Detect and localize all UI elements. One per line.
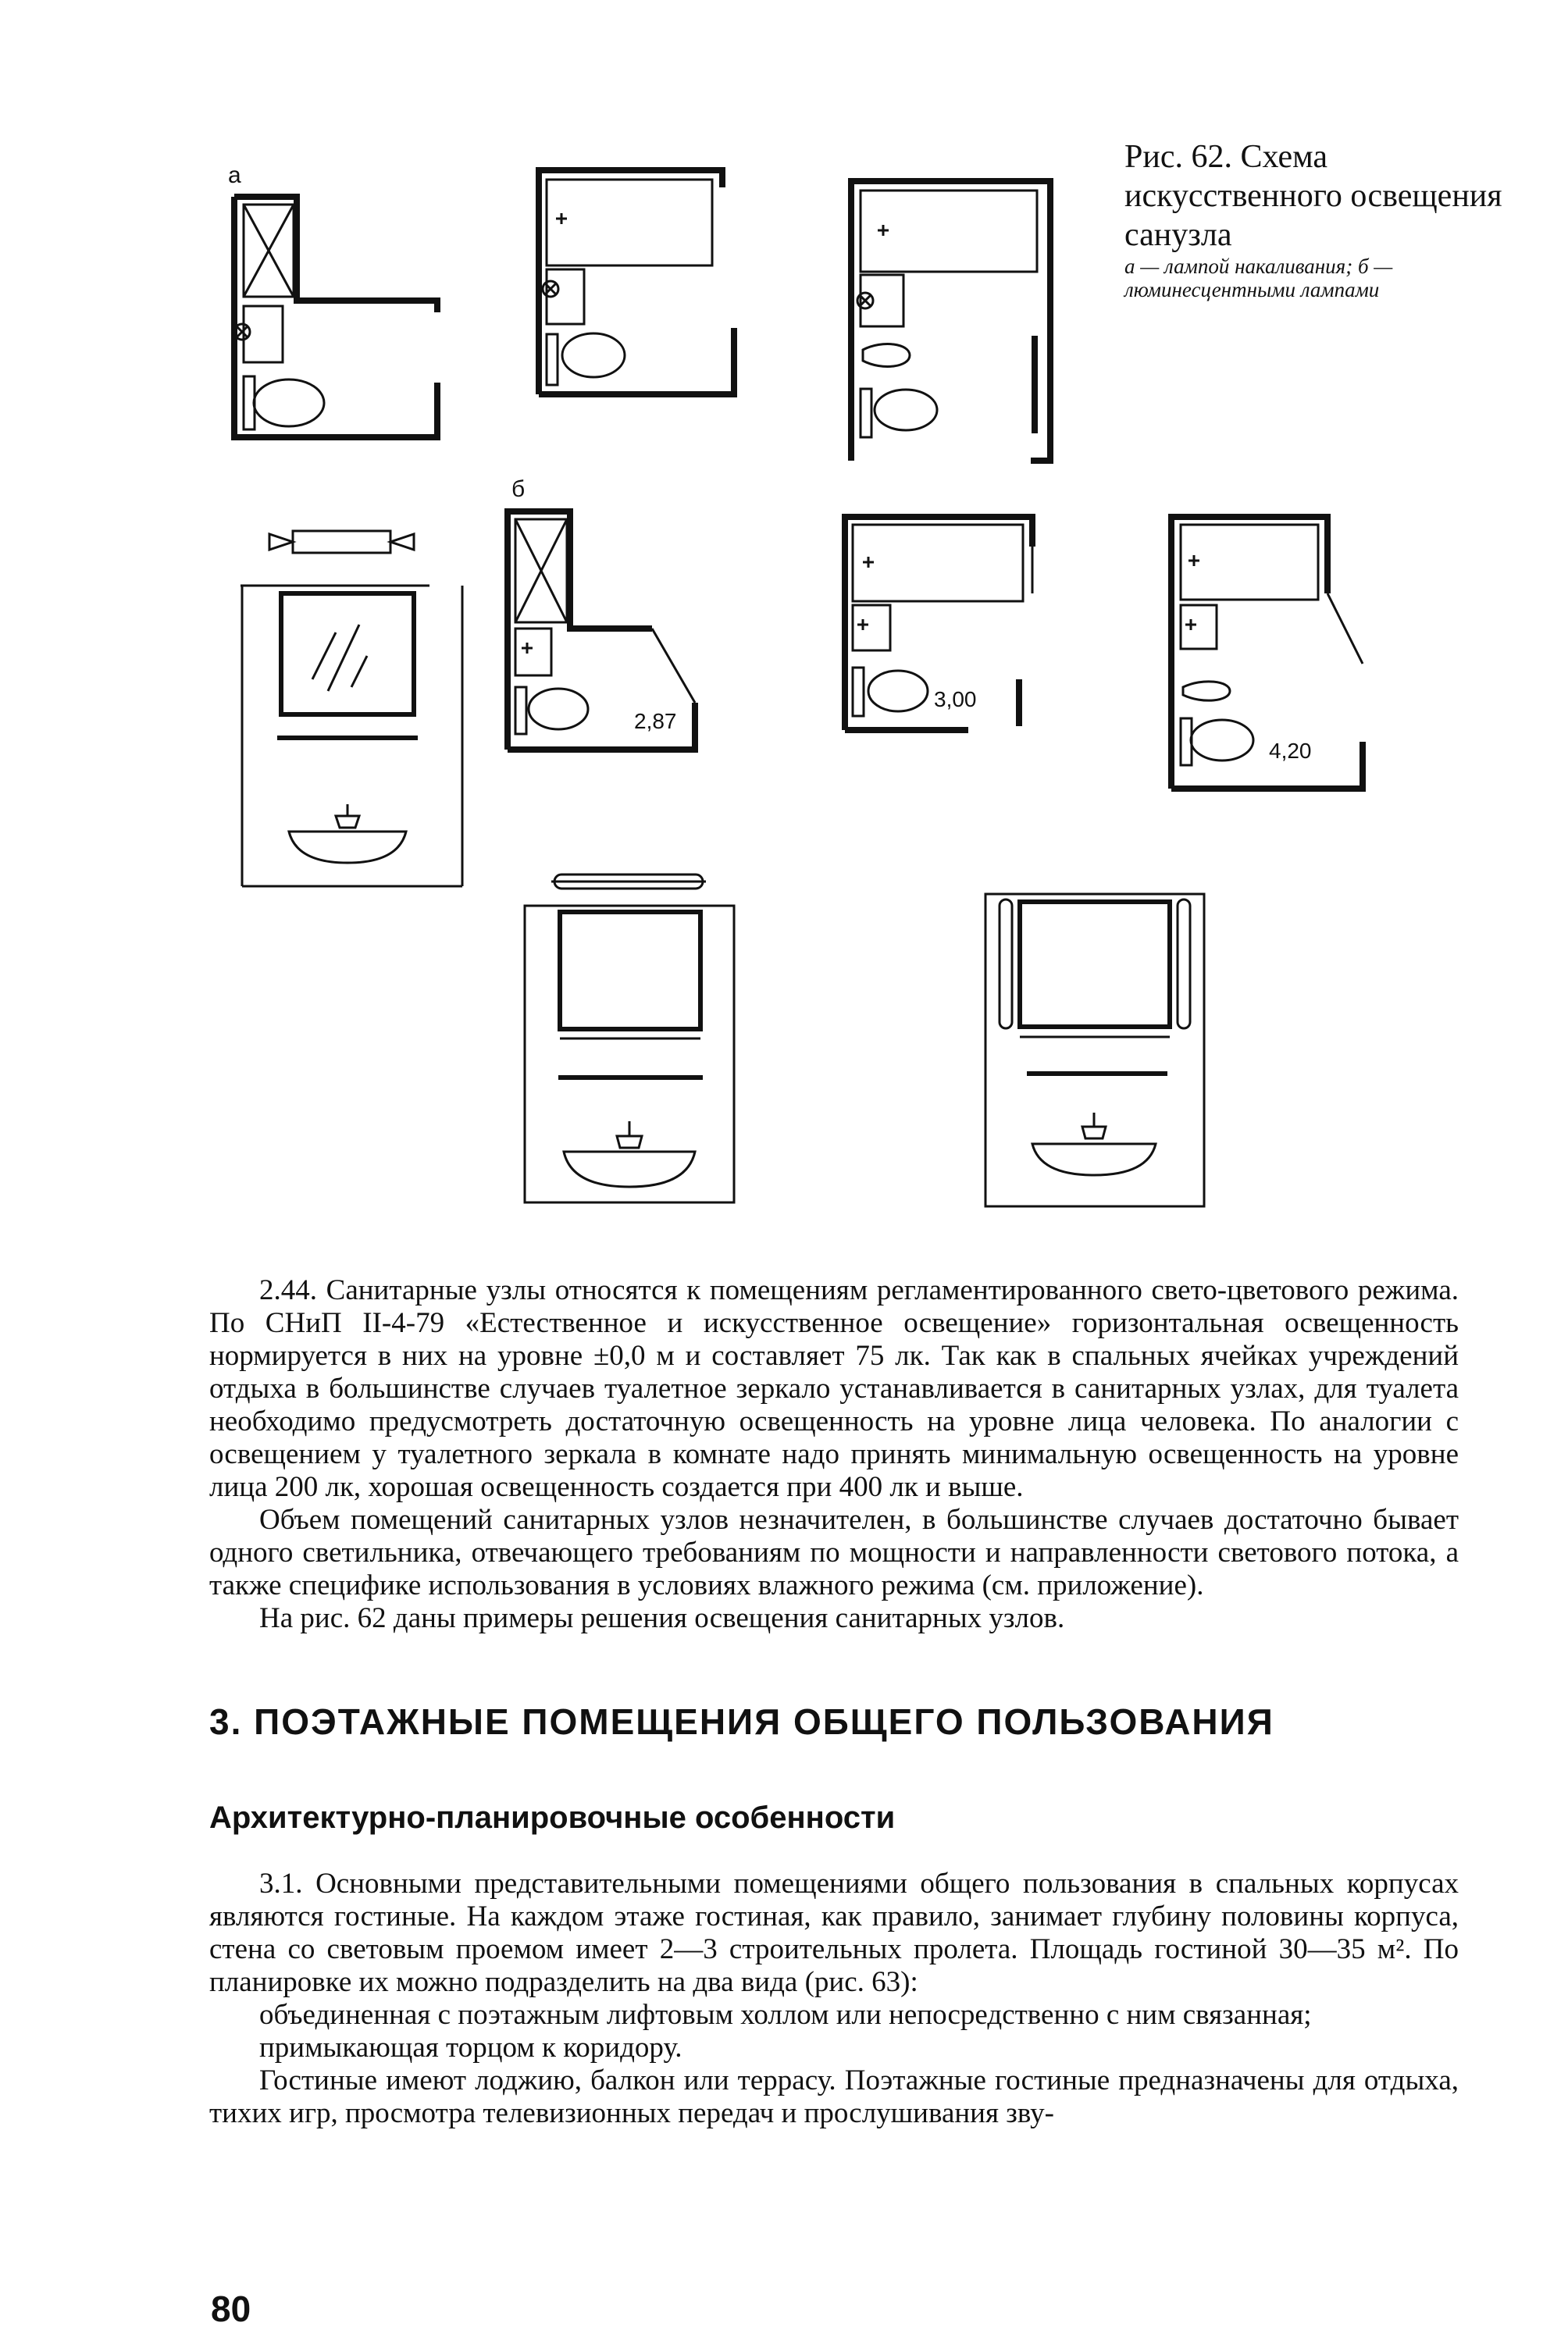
section-2-44 xyxy=(209,1274,1459,1635)
list-item-adjacent: примыкающая торцом к коридору. xyxy=(259,2032,682,2064)
figure-label-a: а xyxy=(228,162,241,188)
section-3-1 xyxy=(209,1868,1459,2130)
figure-caption-title: Рис. 62. Схема искусственного освещения санузла xyxy=(1124,139,1502,253)
paragraph-2-44-volume: Объем помещений санитарных узлов незначителен, в большинстве случаев достаточно бывает одного светильника, отвечающего требованиям по мощности и направленности светового потока, а также специфике использования в условиях влажного режима (см. приложение). xyxy=(209,1504,1459,1601)
page-number: 80 xyxy=(211,2289,251,2329)
dimension-label-3: 4,20 xyxy=(1269,739,1312,763)
paragraph-3-1: 3.1. Основными представительными помещениями общего пользования в спальных корпусах являются гостиные. На каждом этаже гостиная, как правило, занимает глубину половины корпуса, стена со световым проемом имеет 2—3 строительных пролета. Площадь гостиной 30—35 м². По планировке их можно подразделить на два вида (рис. 63): xyxy=(209,1868,1459,1998)
plan-a1 xyxy=(234,197,437,437)
elevation-fluorescent-1 xyxy=(525,875,734,1202)
plan-a3 xyxy=(851,181,1050,461)
plan-a2 xyxy=(539,170,734,394)
figure-caption-legend: а — лампой накаливания; б — люминесцентными лампами xyxy=(1124,255,1393,301)
dimension-label-2: 3,00 xyxy=(934,687,977,711)
figure-label-b: б xyxy=(511,476,526,502)
dimension-label-1: 2,87 xyxy=(634,709,677,733)
list-item-combined: объединенная с поэтажным лифтовым холлом или непосредственно с ним связанная; xyxy=(259,1999,1312,2031)
paragraph-2-44: 2.44. Санитарные узлы относятся к помещениям регламентированного свето-цветового режима. По СНиП II-4-79 «Естественное и искусственное освещение» горизонтальная освещенность нормируется в них на уровне ±0,0 м и составляет 75 лк. Так как в спальных ячейках учреждений отдыха в большинстве случаев туалетное зеркало устанавливается в санитарных узлах, для туалета необходимо предусмотреть достаточную освещенность на уровне лица человека. По аналогии с освещением у туалетного зеркала в комнате надо принять минимальную освещенность на уровне лица 200 лк, хорошая освещенность создается при 400 лк и выше. xyxy=(209,1274,1459,1503)
figure-caption xyxy=(1124,137,1515,301)
elevation-incandescent xyxy=(241,531,462,886)
paragraph-3-1-lounges: Гостиные имеют лоджию, балкон или террасу. Поэтажные гостиные предназначены для отдыха, тихих игр, просмотра телевизионных передач и прослушивания зву- xyxy=(209,2064,1459,2129)
subsection-heading: Архитектурно-планировочные особенности xyxy=(209,1801,896,1835)
plan-b3 xyxy=(1171,517,1363,789)
paragraph-2-44-reference: На рис. 62 даны примеры решения освещения санитарных узлов. xyxy=(259,1602,1065,1634)
elevation-fluorescent-2 xyxy=(985,894,1204,1206)
section-heading: 3. ПОЭТАЖНЫЕ ПОМЕЩЕНИЯ ОБЩЕГО ПОЛЬЗОВАНИЯ xyxy=(209,1701,1274,1742)
